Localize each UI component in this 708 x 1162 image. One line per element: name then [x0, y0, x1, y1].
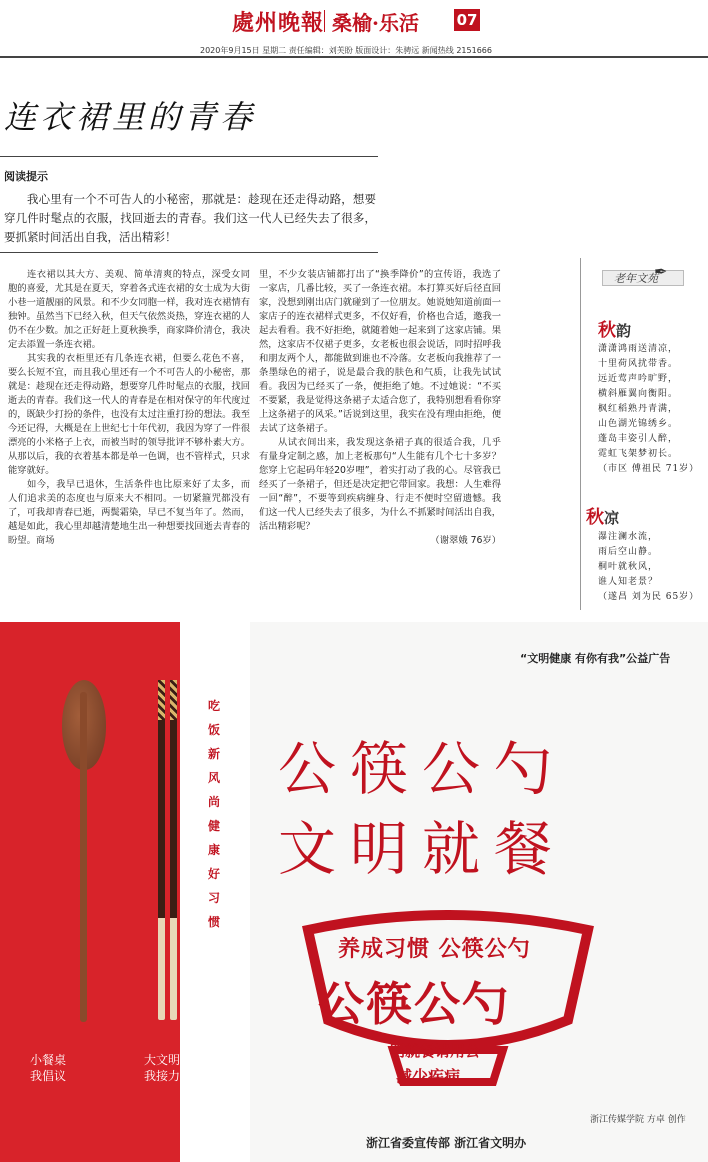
- bowl-text-4: 减少疾病: [396, 1067, 461, 1086]
- ad-vertical-slogan: 吃饭新风尚健康好习惯: [207, 699, 220, 929]
- ad-sponsors: 浙江省委宣传部 浙江省文明办: [366, 1136, 527, 1150]
- poem-line: 山色湖光锦绣乡。: [598, 419, 679, 429]
- masthead-divider: [324, 10, 325, 32]
- article-column-1: [8, 268, 250, 548]
- poetry-corner-header: [592, 262, 692, 288]
- poem-line: 横斜雁翼向衡阳。: [598, 389, 679, 399]
- poem-line: 霓虹飞架梦初长。: [598, 449, 679, 459]
- ad-headline-1: 公筷公勺: [278, 735, 567, 803]
- article-intro: 我心里有一个不可告人的小秘密，那就是：趁现在还走得动路，想要穿几件时髦点的衣服，找回逝去的青春。我们这一代人已经失去了很多，要抓紧时间活出自我，活出精彩！: [4, 192, 376, 244]
- slogan-right-1: 大文明: [143, 1053, 180, 1067]
- column-divider: [580, 258, 581, 610]
- poem-line: 雨后空山静。: [598, 547, 659, 557]
- poem-author: （遂昌 刘为民 65岁）: [598, 592, 700, 602]
- chopstick-icon: [158, 680, 165, 1020]
- quill-pen-icon: ✒: [654, 262, 668, 281]
- top-rule: [0, 56, 708, 58]
- bowl-text-3: 明就餐请用公: [390, 1042, 481, 1060]
- poem-line: 远近莺声吟旷野，: [598, 374, 679, 384]
- poem-1-title-rest: 韵: [616, 322, 632, 340]
- chopstick-top-icon: [158, 680, 165, 720]
- chopstick-icon: [170, 680, 177, 1020]
- poem-2: [598, 530, 699, 605]
- ad-header: “文明健康 有你有我”公益广告: [520, 652, 671, 665]
- read-hint-label: 阅读提示: [4, 170, 48, 183]
- paper-name: 處州晚報: [232, 10, 325, 36]
- poem-2-title-rest: 凉: [604, 509, 620, 527]
- ad-slogans: [30, 1052, 180, 1084]
- paragraph: 连衣裙以其大方、美观、简单清爽的特点，深受女同胞的喜爱，尤其是在夏天，穿着各式连衣裙的女士成为大街小巷一道靓丽的风景。和不少女同胞一样，我对连衣裙情有独钟。虽然当下已经入秋，但天气依然炎热，穿连衣裙的人仍不在少数。加之正好赶上夏秋换季，商家降价清仓，我决定去添置一条连衣裙。: [8, 269, 250, 350]
- section-name: 桑榆·乐活: [332, 11, 419, 35]
- poem-1: [598, 342, 699, 477]
- ad-credit: 浙江传媒学院 方卓 创作: [590, 1115, 686, 1125]
- paragraph: 从试衣间出来，我发现这条裙子真的很适合我，几乎有量身定制之感，加上老板那句“人生能有几个七十多岁？您穿上它起码年轻20岁哩”，着实打动了我的心。尽管我已经买了一条裙子，但还是决定把它带回家。我想：人生难得一回“醉”，不要等到疾病缠身、行走不便时空留遗憾。我们这一代人已经失去了很多，为什么不抓紧时间活出自我，活出精彩呢？: [259, 437, 501, 532]
- page-number: 07: [454, 9, 480, 31]
- ad-headline-2: 文明就餐: [278, 815, 567, 883]
- headline-rule: [0, 156, 378, 157]
- paragraph: 里，不少女装店铺都打出了“换季降价”的宣传语，我选了一家店，几番比较，买了一条连衣裙。本打算买好后径直回家，没想到刚出店门就碰到了一位朋友。她说她知道前面一家店子的连衣裙样式更多，不仅好看，价格也合适，邀我一起去看看。我不好拒绝，就随着她一起来到了这家店铺。果然，这家店不仅裙子更多，女老板也很会说话，同时招呼我和朋友两个人，都能做到谁也不冷落。女老板向我推荐了一条墨绿色的裙子，说是最合我的肤色和气质，让我先试试看。我因为已经买了一条，便拒绝了她。不过她说：“不买不要紧，我是觉得这条裙子太适合您了，我特别想看看你穿上这条裙子的风采。”话说到这里，我实在没有理由拒绝，便去试了这条裙子。: [259, 269, 501, 434]
- slogan-right-2: 我接力: [143, 1069, 180, 1083]
- bowl-text-2: 公筷公勺: [318, 977, 510, 1031]
- slogan-left-1: 小餐桌: [30, 1053, 67, 1067]
- masthead: [0, 0, 708, 42]
- chopstick-top-icon: [170, 680, 177, 720]
- article-column-2: [259, 268, 501, 548]
- public-service-ad: [0, 622, 708, 1162]
- paragraph: 如今，我早已退休，生活条件也比原来好了太多，而人们追求美的态度也与原来大不相同。一切紧箍咒都没有了，可我却青春已逝，两鬓霜染，早已不复当年了。然而，越是如此，我心里却越清楚地生出一种想要找回逝去青春的盼望。商场: [8, 479, 250, 546]
- poetry-corner-label: 老年文苑: [614, 272, 658, 285]
- poem-line: 蓬岛丰姿引人醉，: [598, 434, 679, 444]
- poem-line: 枫红稻熟丹青满，: [598, 404, 679, 414]
- spoon-handle-icon: [80, 692, 87, 1022]
- bowl-text-1: 养成习惯 公筷公勺: [338, 937, 531, 962]
- poem-author: （市区 傅祖民 71岁）: [598, 464, 700, 474]
- poem-2-title: [586, 503, 619, 529]
- article-author: （谢翠娥 76岁）: [430, 535, 501, 546]
- poem-line: 潇潇鸿雨送清凉，: [598, 344, 679, 354]
- poem-line: 桐叶就秋风，: [598, 562, 659, 572]
- paragraph: 其实我的衣柜里还有几条连衣裙，但要么花色不喜，要么长短不宜，而且我心里还有一个不可告人的小秘密，那就是：趁现在还走得动路，想要穿几件时髦点的衣服，找回逝去的青春。我们这一代人的青春是在相对保守的年代度过的，既缺少打扮的条件，也没有太过注重打扮的想法。我至今还记得，大概是在上世纪七十年代初，我因为穿了一件很漂亮的小米格子上衣，而被当时的领导批评不够朴素大方。从那以后，我的衣着基本都是单一色调，也不管样式，只求能穿就好。: [8, 353, 250, 476]
- poem-2-title-big: 秋: [586, 507, 604, 528]
- poem-1-title: [598, 316, 631, 342]
- article-headline: 连衣裙里的青春: [4, 98, 257, 136]
- poem-line: 瀑注澜水流，: [598, 532, 659, 542]
- slogan-left-2: 我倡议: [30, 1069, 67, 1083]
- issue-meta: 2020年9月15日 星期二 责任编辑：刘芙盼 版面设计：朱骋远 新闻热线 2151666: [200, 46, 492, 55]
- intro-rule: [0, 252, 378, 253]
- poem-1-title-big: 秋: [598, 320, 616, 341]
- poem-line: 十里荷风扰带香。: [598, 359, 679, 369]
- poem-line: 谁人知老景？: [598, 577, 659, 587]
